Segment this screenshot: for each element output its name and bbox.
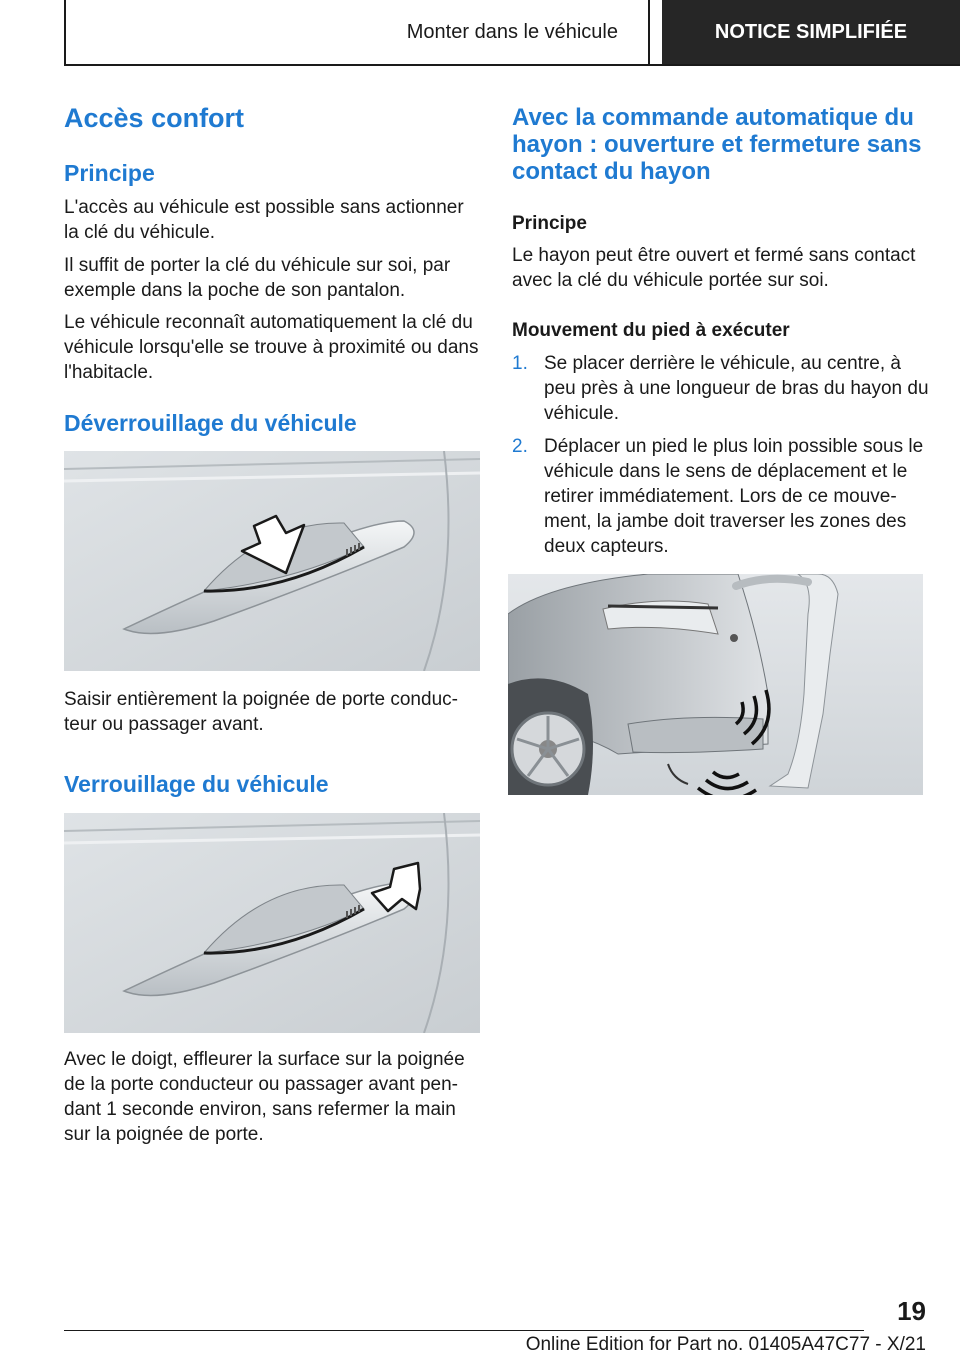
step-number: 1. [512,353,528,374]
header-tab[interactable]: NOTICE SIMPLIFIÉE [662,0,960,64]
heading-principle: Principe [64,160,155,186]
header-rule [64,64,960,66]
heading-lock: Verrouillage du véhicule [64,771,329,797]
step-text: Se placer derrière le véhicule, au centre, à peu près à une longueur de bras du hayon du véhicule. [544,353,929,424]
paragraph-principle-2: Il suffit de porter la clé du véhicule sur soi, par exemple dans la poche de son pantalon. [64,255,451,301]
step-text: Déplacer un pied le plus loin possible sous le véhicule dans le sens de déplacement et le retirer immédiatement. Lors de ce mouvement, la jambe doit traverser les zones des deux capteurs. [544,436,924,557]
paragraph-principle-3: Le véhicule reconnaît automatiquement la clé du véhicule lorsqu'elle se trouve à proximité ou dans l'habitacle. [64,312,479,383]
paragraph-principle-1: L'accès au véhicule est possible sans actionner la clé du véhicule. [64,197,464,243]
tailgate-foot-sensor-illustration [508,574,923,795]
caption-unlock: Saisir entièrement la poignée de porte conducteur ou passager avant. [64,689,458,735]
heading-principle-tailgate: Principe [512,213,587,234]
heading-unlock: Déverrouillage du véhicule [64,410,357,436]
caption-lock: Avec le doigt, effleurer la surface sur la poignée de la porte conducteur ou passager avant pendant 1 seconde environ, sans refermer la main sur la poignée de porte. [64,1049,465,1145]
door-handle-unlock-illustration [64,451,480,671]
page-number: 19 [897,1296,926,1326]
door-handle-lock-illustration [64,813,480,1033]
footer-edition: Online Edition for Part no. 01405A47C77 - X/21 [525,1334,926,1355]
step-number: 2. [512,436,528,457]
header-separator [648,0,650,64]
header-section-title: Monter dans le véhicule [406,20,618,43]
section-title-comfort-access: Accès confort [64,103,245,133]
paragraph-tailgate-principle: Le hayon peut être ouvert et fermé sans contact avec la clé du véhicule portée sur soi. [512,245,916,291]
section-title-tailgate: Avec la commande automatique du hayon : ouverture et fermeture sans contact du hayon [512,104,922,185]
footer-rule [64,1330,864,1331]
heading-foot-movement: Mouvement du pied à exécuter [512,320,790,341]
